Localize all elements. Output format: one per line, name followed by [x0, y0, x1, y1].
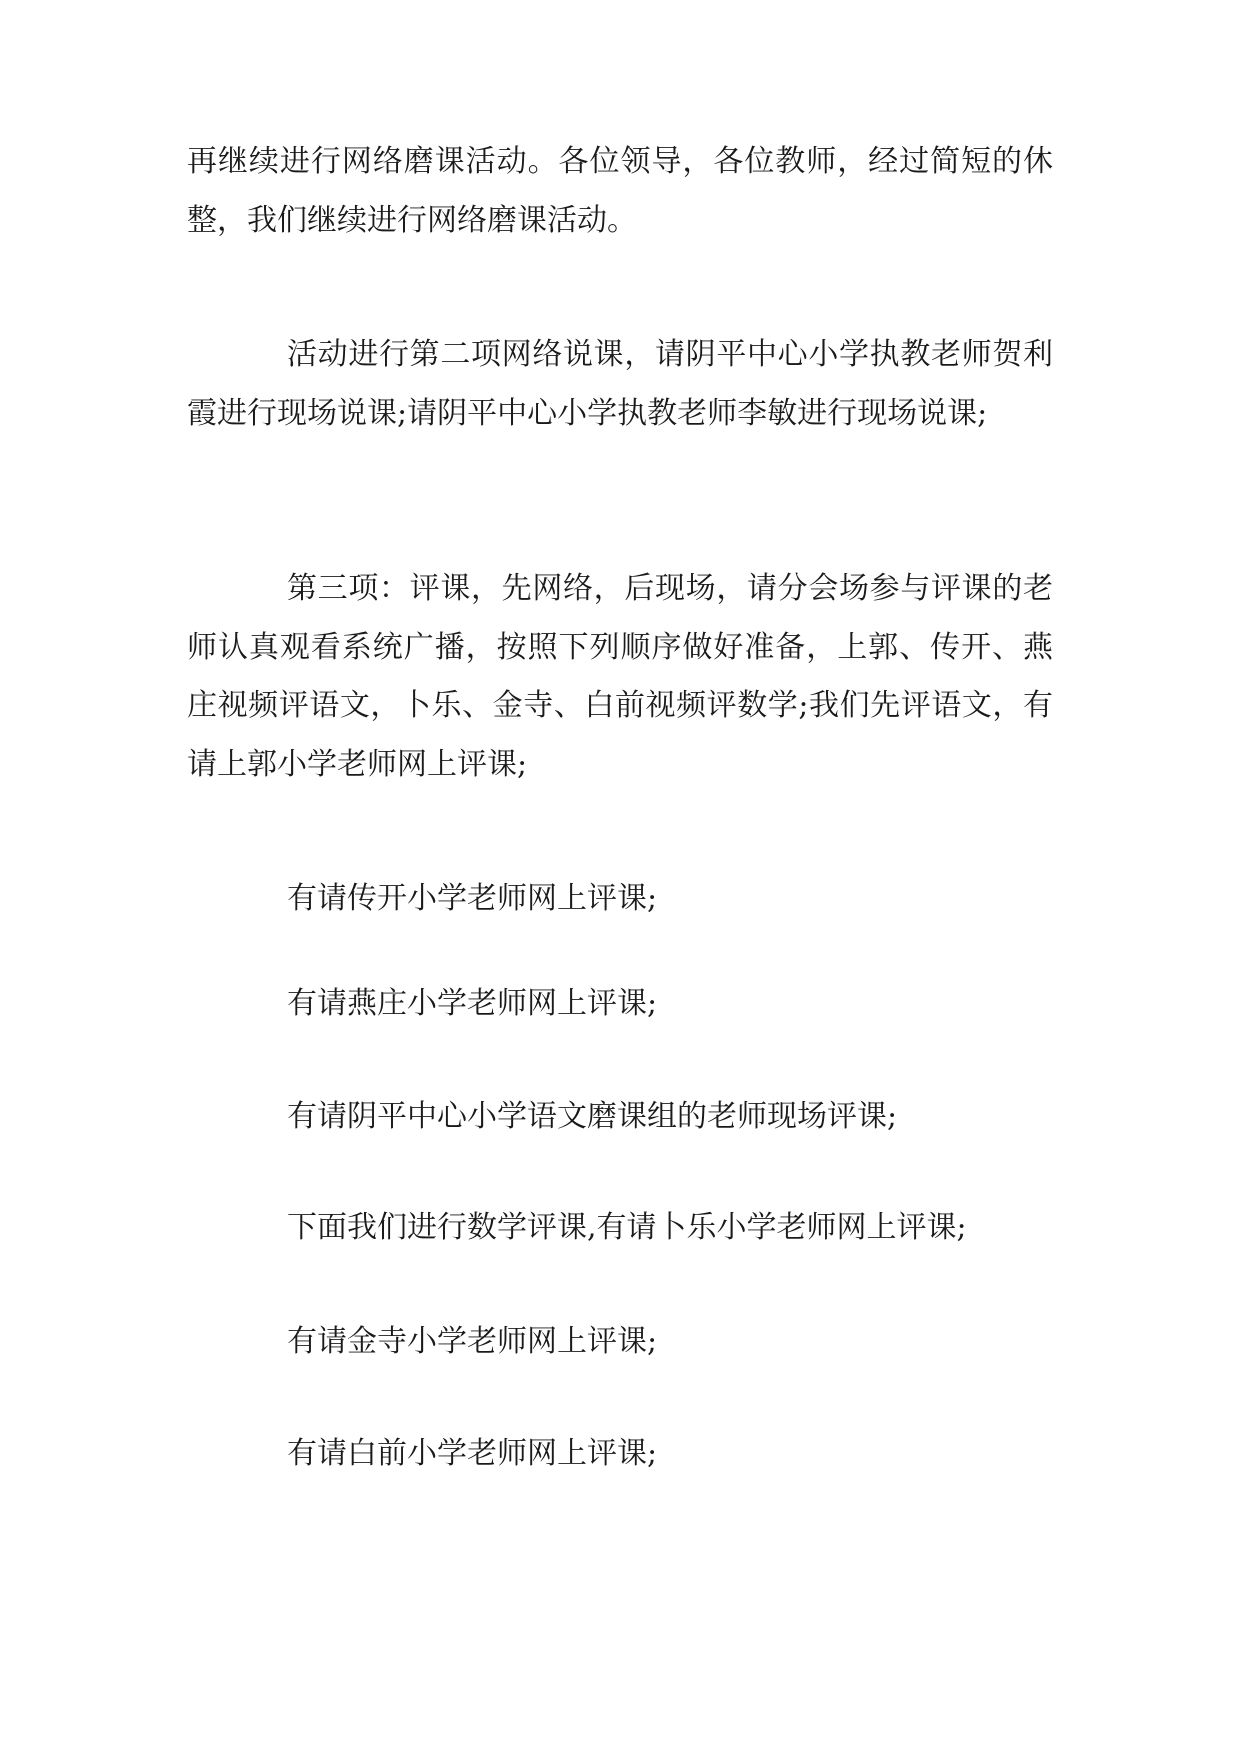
- paragraph-1: 再继续进行网络磨课活动。各位领导，各位教师，经过简短的休整，我们继续进行网络磨课活动。: [187, 144, 1053, 238]
- paragraph-9: 有请白前小学老师网上评课;: [287, 1436, 658, 1471]
- paragraph-7: 下面我们进行数学评课,有请卜乐小学老师网上评课;: [287, 1210, 967, 1245]
- paragraph-3: 第三项：评课，先网络，后现场，请分会场参与评课的老师认真观看系统广播，按照下列顺序做好准备，上郭、传开、燕庄视频评语文，卜乐、金寺、白前视频评数学;我们先评语文，有请上郭小学老师网上评课;: [187, 571, 1053, 782]
- paragraph-4: 有请传开小学老师网上评课;: [287, 881, 658, 916]
- paragraph-8: 有请金寺小学老师网上评课;: [287, 1324, 658, 1359]
- paragraph-2: 活动进行第二项网络说课，请阴平中心小学执教老师贺利霞进行现场说课;请阴平中心小学执教老师李敏进行现场说课;: [187, 337, 1053, 431]
- paragraph-6: 有请阴平中心小学语文磨课组的老师现场评课;: [287, 1099, 898, 1134]
- paragraph-5: 有请燕庄小学老师网上评课;: [287, 986, 658, 1021]
